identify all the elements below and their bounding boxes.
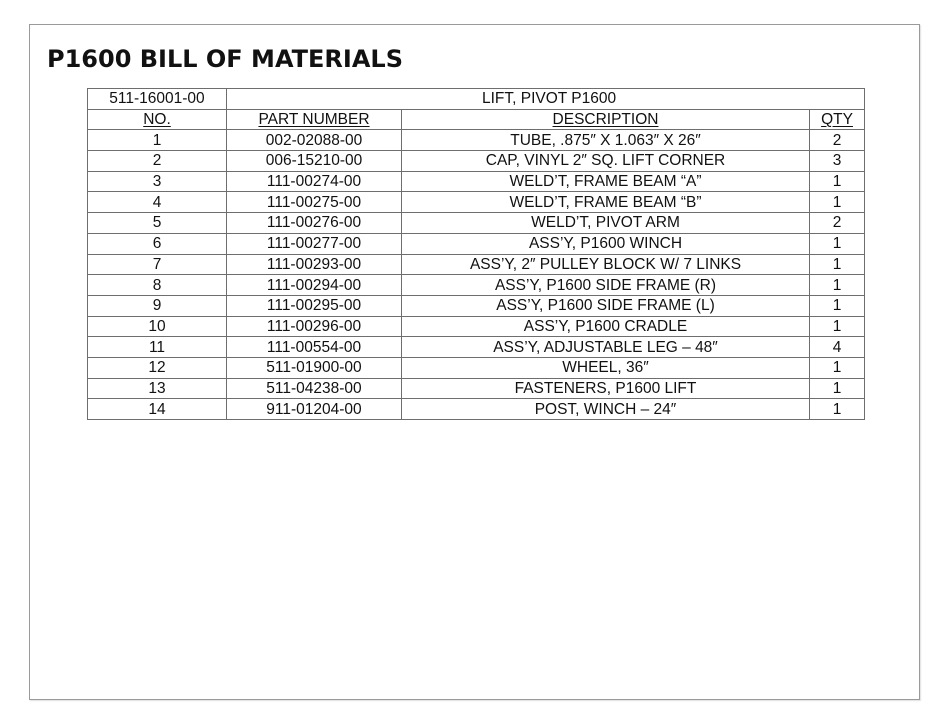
item-description: WELD’T, FRAME BEAM “A” — [402, 171, 810, 192]
item-no: 8 — [88, 275, 227, 296]
table-row — [88, 275, 865, 296]
assembly-row — [88, 89, 865, 110]
item-no: 9 — [88, 295, 227, 316]
item-no: 6 — [88, 233, 227, 254]
item-qty: 1 — [810, 357, 865, 378]
table-row — [88, 316, 865, 337]
item-description: WELD’T, PIVOT ARM — [402, 213, 810, 234]
item-no: 5 — [88, 213, 227, 234]
item-qty: 1 — [810, 171, 865, 192]
table-row — [88, 233, 865, 254]
item-no: 10 — [88, 316, 227, 337]
column-header-no-label: NO. — [143, 111, 171, 129]
column-header-no — [88, 109, 227, 130]
item-qty: 4 — [810, 337, 865, 358]
item-part-number: 002-02088-00 — [227, 130, 402, 151]
item-description: WHEEL, 36″ — [402, 357, 810, 378]
item-part-number: 111-00276-00 — [227, 213, 402, 234]
item-qty: 1 — [810, 316, 865, 337]
table-row — [88, 151, 865, 172]
table-row — [88, 130, 865, 151]
item-part-number: 111-00296-00 — [227, 316, 402, 337]
item-qty: 1 — [810, 295, 865, 316]
item-no: 3 — [88, 171, 227, 192]
assembly-part-number: 511-16001-00 — [88, 89, 227, 110]
item-no: 2 — [88, 151, 227, 172]
item-no: 1 — [88, 130, 227, 151]
item-part-number: 511-04238-00 — [227, 378, 402, 399]
column-header-qty — [810, 109, 865, 130]
bom-table-body — [88, 89, 865, 420]
item-no: 4 — [88, 192, 227, 213]
table-row — [88, 295, 865, 316]
item-description: ASS’Y, 2″ PULLEY BLOCK W/ 7 LINKS — [402, 254, 810, 275]
table-row — [88, 213, 865, 234]
item-part-number: 111-00554-00 — [227, 337, 402, 358]
item-qty: 2 — [810, 130, 865, 151]
item-description: ASS’Y, P1600 SIDE FRAME (R) — [402, 275, 810, 296]
item-qty: 1 — [810, 192, 865, 213]
item-description: CAP, VINYL 2″ SQ. LIFT CORNER — [402, 151, 810, 172]
item-qty: 1 — [810, 254, 865, 275]
column-header-part-number — [227, 109, 402, 130]
column-header-part-number-label: PART NUMBER — [258, 111, 370, 129]
document-page — [29, 24, 920, 700]
item-qty: 3 — [810, 151, 865, 172]
item-description: ASS’Y, P1600 WINCH — [402, 233, 810, 254]
item-part-number: 111-00293-00 — [227, 254, 402, 275]
item-no: 12 — [88, 357, 227, 378]
bill-of-materials-table — [87, 88, 865, 420]
table-row — [88, 192, 865, 213]
item-no: 7 — [88, 254, 227, 275]
table-row — [88, 337, 865, 358]
item-part-number: 111-00277-00 — [227, 233, 402, 254]
column-header-qty-label: QTY — [821, 111, 853, 129]
item-part-number: 111-00275-00 — [227, 192, 402, 213]
page-title: P1600 BILL OF MATERIALS — [47, 45, 403, 73]
item-qty: 1 — [810, 233, 865, 254]
item-description: ASS’Y, P1600 CRADLE — [402, 316, 810, 337]
table-row — [88, 378, 865, 399]
item-part-number: 111-00274-00 — [227, 171, 402, 192]
item-no: 11 — [88, 337, 227, 358]
item-description: TUBE, .875″ X 1.063″ X 26″ — [402, 130, 810, 151]
item-description: ASS’Y, ADJUSTABLE LEG – 48″ — [402, 337, 810, 358]
table-row — [88, 171, 865, 192]
item-part-number: 511-01900-00 — [227, 357, 402, 378]
column-header-description-label: DESCRIPTION — [552, 111, 659, 129]
item-description: WELD’T, FRAME BEAM “B” — [402, 192, 810, 213]
table-row — [88, 254, 865, 275]
item-qty: 1 — [810, 378, 865, 399]
item-qty: 1 — [810, 399, 865, 420]
item-part-number: 006-15210-00 — [227, 151, 402, 172]
item-no: 13 — [88, 378, 227, 399]
item-description: POST, WINCH – 24″ — [402, 399, 810, 420]
table-row — [88, 357, 865, 378]
item-qty: 1 — [810, 275, 865, 296]
item-part-number: 111-00294-00 — [227, 275, 402, 296]
assembly-description: LIFT, PIVOT P1600 — [227, 89, 865, 110]
item-no: 14 — [88, 399, 227, 420]
column-header-row — [88, 109, 865, 130]
item-description: FASTENERS, P1600 LIFT — [402, 378, 810, 399]
item-part-number: 111-00295-00 — [227, 295, 402, 316]
column-header-description — [402, 109, 810, 130]
item-qty: 2 — [810, 213, 865, 234]
item-description: ASS’Y, P1600 SIDE FRAME (L) — [402, 295, 810, 316]
item-part-number: 911-01204-00 — [227, 399, 402, 420]
table-row — [88, 399, 865, 420]
